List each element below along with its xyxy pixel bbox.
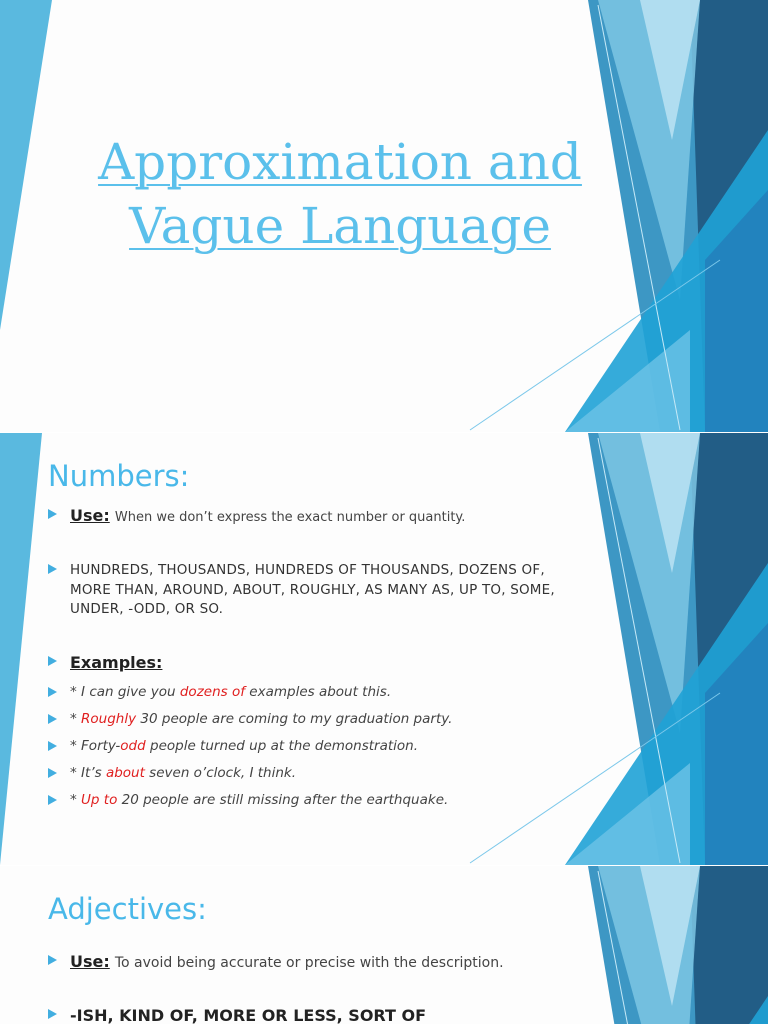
phrases-list: -ISH, KIND OF, MORE OR LESS, SORT OF [70,1006,427,1024]
use-bullet [48,952,504,971]
use-bullet [48,506,465,525]
examples-bullet [48,653,162,672]
example-item: * Up to 20 people are still missing after the earthquake. [48,792,448,808]
decorative-shapes [0,866,768,1024]
bullet-arrow-icon [48,656,57,666]
phrases-bullet [48,561,570,620]
bullet-arrow-icon [48,795,57,805]
phrases-bullet [48,1006,426,1024]
bullet-arrow-icon [48,687,57,697]
numbers-slide [0,433,768,865]
bullet-arrow-icon [48,741,57,751]
bullet-arrow-icon [48,955,57,965]
adjectives-slide [0,866,768,1024]
title-slide [0,0,768,432]
bullet-arrow-icon [48,564,57,574]
bullet-arrow-icon [48,714,57,724]
bullet-arrow-icon [48,509,57,519]
example-item: * Roughly 30 people are coming to my graduation party. [48,711,452,727]
slide-title: Approximation and Vague Language [98,133,582,255]
example-item: * It’s about seven o’clock, I think. [48,765,296,781]
example-item: * I can give you dozens of examples about this. [48,684,391,700]
bullet-arrow-icon [48,768,57,778]
numbers-heading: Numbers: [48,459,190,493]
adjectives-heading: Adjectives: [48,892,207,926]
bullet-arrow-icon [48,1009,57,1019]
use-text: When we don’t express the exact number or quantity. [114,510,466,525]
example-item: * Forty-odd people turned up at the demonstration. [48,738,418,754]
use-label: Use: [70,506,110,525]
phrases-list: HUNDREDS, THOUSANDS, HUNDREDS OF THOUSANDS, DOZENS OF, MORE THAN, AROUND, ABOUT, ROUGHLY, AS MANY AS, UP TO, SOME, UNDER, -ODD, OR SO. [70,562,555,617]
use-text: To avoid being accurate or precise with the description. [114,955,504,971]
examples-label: Examples: [70,653,163,672]
use-label: Use: [70,952,110,971]
